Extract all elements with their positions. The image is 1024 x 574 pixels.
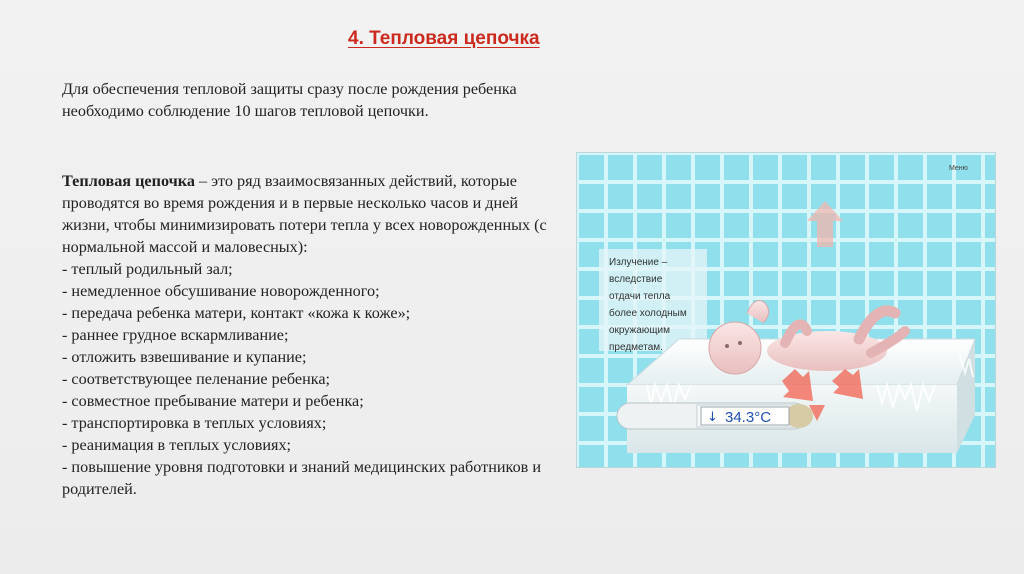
list-item: - передача ребенка матери, контакт «кожа к коже»; — [62, 304, 411, 322]
caption-line: Излучение – — [609, 257, 668, 268]
caption-line: окружающим — [609, 325, 670, 336]
list-item: - совместное пребывание матери и ребенка; — [62, 392, 364, 410]
list-item: - теплый родильный зал; — [62, 260, 233, 278]
intro-paragraph: Для обеспечения тепловой защиты сразу после рождения ребенка необходимо соблюдение 10 шагов тепловой цепочки. — [62, 80, 517, 120]
thermometer-arrow-icon: ↓ — [707, 410, 718, 425]
list-item: - соответствующее пеленание ребенка; — [62, 370, 331, 388]
list-item: - раннее грудное вскармливание; — [62, 326, 289, 344]
slide-title: 4. Тепловая цепочка — [348, 28, 540, 49]
thermometer-reading: 34.3°C — [725, 409, 772, 426]
caption-line: вследствие — [609, 274, 663, 285]
definition-block — [62, 170, 567, 500]
caption-line: предметам. — [609, 342, 663, 353]
list-item: - транспортировка в теплых условиях; — [62, 414, 327, 432]
menu-label[interactable]: Меню — [949, 165, 968, 172]
caption-line: более холодным — [609, 308, 687, 319]
list-item: - немедленное обсушивание новорожденного; — [62, 282, 380, 300]
definition-term: Тепловая цепочка — [62, 172, 195, 190]
list-item: - отложить взвешивание и купание; — [62, 348, 307, 366]
definition-text: – это ряд взаимосвязанных действий, которые проводятся во время рождения и в первые несколько часов и дней жизни, чтобы минимизировать потери тепла у всех новорожденных (с нормальной массой и маловесных): — [62, 172, 547, 256]
caption-line: отдачи тепла — [609, 291, 671, 302]
list-item: - реанимация в теплых условиях; — [62, 436, 292, 454]
steps-list — [62, 258, 567, 500]
heat-radiation-illustration — [576, 152, 996, 468]
list-item: - повышение уровня подготовки и знаний медицинских работников и родителей. — [62, 458, 542, 498]
